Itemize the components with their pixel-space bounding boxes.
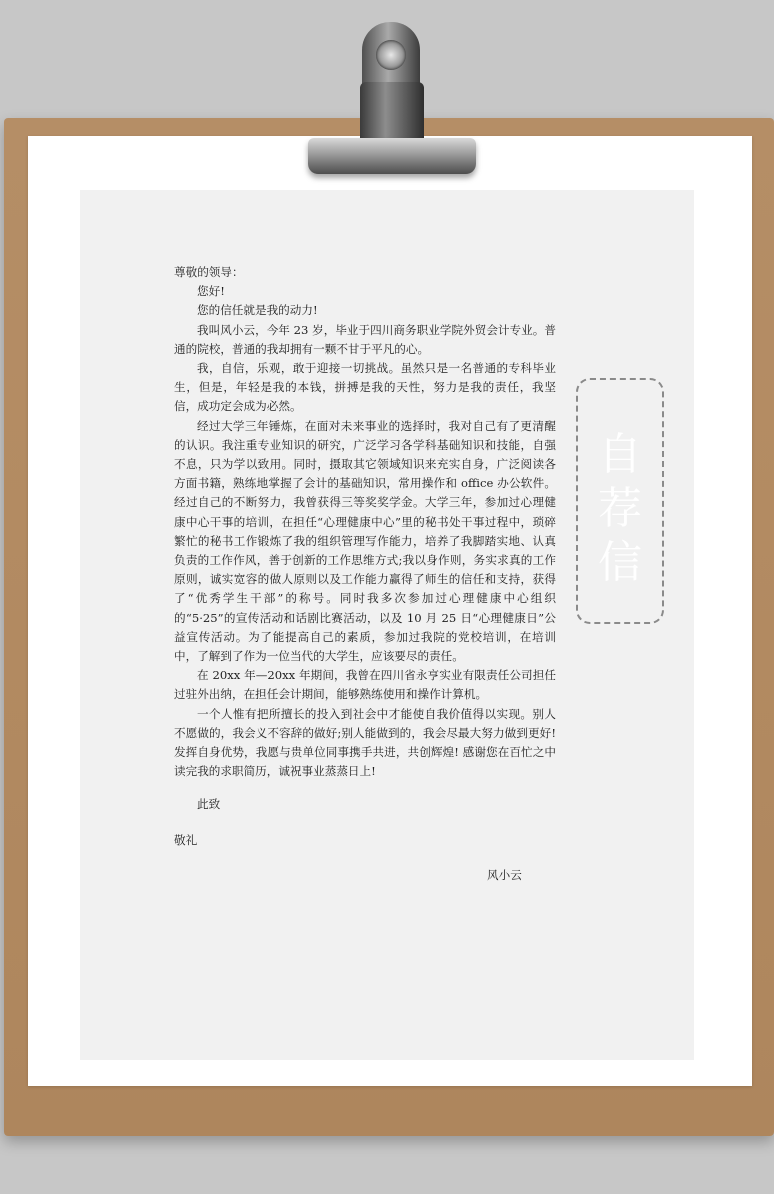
letter-paragraph: 您好! xyxy=(197,284,225,299)
letter-paragraph: 经过大学三年锤炼，在面对未来事业的选择时，我对自己有了更清醒的认识。我注重专业知识的研究，广泛学习各学科基础知识和技能，自强不息，只为学以致用。同时，摄取其它领域知识来充实自身，广泛阅读各方面书籍，熟练地掌握了会计的基础知识，常用操作和 office 办公软件。经过自己的不断努力，我曾获得三等奖奖学金。大学三年，参加过心理健康中心干事的培训，在担任“心理健康中心”里的秘书处干事过程中，琐碎繁忙的秘书工作锻炼了我的组织管理写作能力，培养了我脚踏实地、认真负责的工作作风，善于创新的工作思维方式;我以身作则，务实求真的工作原则，诚实宽容的做人原则以及工作能力赢得了师生的信任和支持，获得了“优秀学生干部”的称号。同时我多次参加过心理健康中心组织的“5·25”的宣传活动和话剧比赛活动，以及 10 月 25 日“心理健康日”公益宣传活动。为了能提高自己的素质，参加过我院的党校培训，在培训中，了解到了作为一位当代的大学生，应该要尽的责任。 xyxy=(174,418,556,664)
title-stamp xyxy=(576,378,664,624)
clip-base xyxy=(308,138,476,174)
letter-closing: 敬礼 xyxy=(174,832,198,847)
binder-clip-icon xyxy=(300,22,480,182)
letter-paragraph: 在 20xx 年—20xx 年期间，我曾在四川省永亨实业有限责任公司担任过驻外出纳，在担任会计期间，能够熟练使用和操作计算机。 xyxy=(174,668,556,702)
letter-paragraph: 您的信任就是我的动力! xyxy=(197,303,318,318)
letter-paragraph: 我叫风小云，今年 23 岁，毕业于四川商务职业学院外贸会计专业。普通的院校，普通的我却拥有一颗不甘于平凡的心。 xyxy=(174,322,556,356)
letter-paragraph: 我，自信，乐观，敢于迎接一切挑战。虽然只是一名普通的专科毕业生，但是，年轻是我的本钱，拼搏是我的天性，努力是我的责任，我坚信，成功定会成为必然。 xyxy=(174,361,556,414)
letter-signature: 风小云 xyxy=(487,867,522,882)
stamp-char: 自 xyxy=(598,429,642,480)
stamp-title xyxy=(578,428,662,590)
letter-body xyxy=(174,263,556,885)
stamp-char: 荐 xyxy=(598,483,642,534)
letter-salutation: 此致 xyxy=(197,797,221,812)
letter-greeting: 尊敬的领导： xyxy=(174,265,244,279)
letter-paragraph: 一个人惟有把所擅长的投入到社会中才能使自我价值得以实现。别人不愿做的，我会义不容辞的做好;别人能做到的，我会尽最大努力做到更好!发挥自身优势，我愿与贵单位同事携手共进，共创辉煌! 感谢您在百忙之中读完我的求职简历，诚祝事业蒸蒸日上! xyxy=(174,706,556,779)
stamp-char: 信 xyxy=(598,537,642,588)
